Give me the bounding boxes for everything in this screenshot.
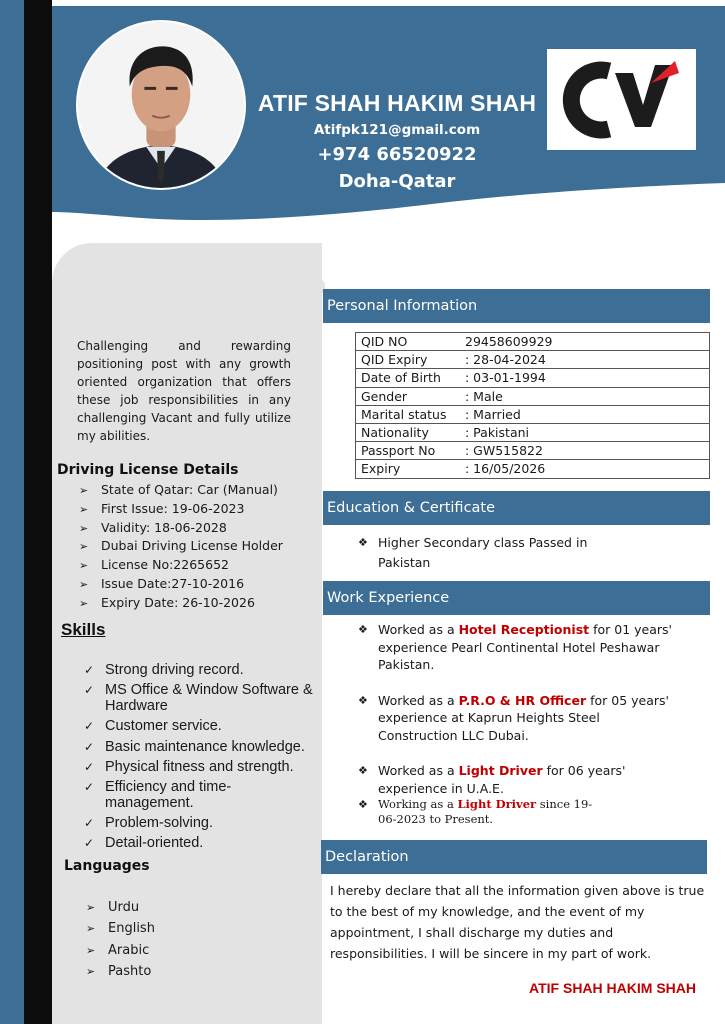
table-row: Marital status : Married: [356, 405, 710, 423]
career-objective: Challenging and rewarding positioning post with any growth oriented organization that offers these job responsibilities in any challenging Vacant and fully utilize my abilities.: [77, 339, 291, 443]
personal-info-heading: Personal Information: [323, 289, 710, 323]
email-address[interactable]: Atifpk121@gmail.com: [313, 122, 481, 138]
list-item: ❖ Higher Secondary class Passed in Pakistan: [358, 533, 618, 573]
diamond-bullet-icon: ❖: [358, 693, 368, 707]
check-icon: ✓: [84, 816, 95, 831]
check-icon: ✓: [84, 683, 95, 698]
cv-logo: [547, 49, 696, 150]
left-stripe-blue: [0, 0, 24, 1024]
left-stripe-black: [24, 0, 52, 1024]
panel-corner: [275, 243, 325, 293]
arrow-bullet-icon: ➢: [79, 521, 89, 535]
list-item: ➢ License No:2265652: [79, 556, 283, 575]
check-icon: ✓: [84, 759, 95, 774]
list-item: ➢ Dubai Driving License Holder: [79, 537, 283, 556]
declaration-text: I hereby declare that all the information given above is true to the best of my knowledge, and the event of my appointment, I shall discharge my duties and responsibilities. I will be sincere in my part of work.: [330, 883, 705, 961]
work-experience-section: [358, 621, 678, 827]
list-item: ❖ Worked as a P.R.O & HR Officer for 05 years' experience at Kaprun Heights Steel Construction LLC Dubai.: [358, 692, 669, 743]
table-row: Expiry : 16/05/2026: [356, 460, 710, 478]
arrow-bullet-icon: ➢: [86, 943, 96, 957]
diamond-bullet-icon: ❖: [358, 623, 368, 636]
list-item: ❖ Worked as a Light Driver for 06 years' experience in U.A.E.: [358, 763, 626, 796]
list-item: ✓ Efficiency and time-management.: [84, 778, 232, 811]
list-item: ➢ Expiry Date: 26-10-2026: [79, 594, 283, 613]
list-item: ➢ Pashto: [86, 961, 155, 982]
location: Doha-Qatar: [338, 171, 456, 192]
arrow-bullet-icon: ➢: [79, 484, 89, 497]
list-item: ➢ First Issue: 19-06-2023: [79, 500, 283, 519]
skills-heading: Skills: [61, 620, 106, 639]
list-item: ✓ Strong driving record.: [84, 662, 244, 678]
education-heading: Education & Certificate: [323, 491, 710, 525]
arrow-bullet-icon: ➢: [86, 901, 96, 914]
arrow-bullet-icon: ➢: [79, 540, 89, 554]
list-item: ➢ Validity: 18-06-2028: [79, 519, 283, 538]
personal-info-table: [355, 332, 710, 479]
candidate-name: ATIF SHAH HAKIM SHAH: [257, 90, 537, 116]
check-icon: ✓: [84, 663, 95, 677]
education-section: [358, 533, 618, 573]
table-row: Date of Birth : 03-01-1994: [356, 369, 710, 387]
list-item: ❖ Worked as a Hotel Receptionist for 01 years' experience Pearl Continental Hotel Peshawar Pakistan.: [358, 622, 672, 672]
list-item: ➢ Urdu: [86, 897, 155, 918]
list-item: ➢ Issue Date:27-10-2016: [79, 575, 283, 594]
languages-list: [86, 897, 155, 982]
table-row: Passport No : GW515822: [356, 442, 710, 460]
table-row: Gender : Male: [356, 387, 710, 405]
check-icon: ✓: [84, 779, 95, 794]
list-item: ➢ State of Qatar: Car (Manual): [79, 481, 283, 500]
skills-list: [84, 662, 316, 856]
arrow-bullet-icon: ➢: [79, 502, 89, 516]
list-item: ✓ Detail-oriented.: [84, 835, 204, 852]
list-item: ✓ Customer service.: [84, 718, 222, 735]
driving-license-heading: Driving License Details: [57, 462, 239, 478]
table-row: QID NO 29458609929: [356, 333, 710, 351]
work-experience-heading: Work Experience: [323, 581, 710, 615]
diamond-bullet-icon: ❖: [358, 798, 368, 811]
list-item: ➢ Arabic: [86, 940, 155, 961]
diamond-bullet-icon: ❖: [358, 764, 368, 777]
arrow-bullet-icon: ➢: [79, 577, 89, 591]
arrow-bullet-icon: ➢: [79, 559, 89, 573]
languages-heading: Languages: [64, 858, 150, 874]
driving-license-list: [79, 481, 283, 613]
table-row: Nationality : Pakistani: [356, 423, 710, 441]
table-row: QID Expiry : 28-04-2024: [356, 351, 710, 369]
phone-number[interactable]: +974 66520922: [317, 144, 477, 165]
check-icon: ✓: [84, 719, 95, 734]
check-icon: ✓: [84, 836, 95, 851]
arrow-bullet-icon: ➢: [86, 964, 96, 978]
list-item: ✓ Physical fitness and strength.: [84, 758, 294, 775]
list-item: ✓ MS Office & Window Software & Hardware: [84, 682, 313, 715]
signature-name: ATIF SHAH HAKIM SHAH: [529, 980, 696, 996]
list-item: ❖ Working as a Light Driver since 19-06-2023 to Present.: [358, 797, 593, 826]
list-item: ➢ English: [86, 918, 155, 939]
list-item: ✓ Basic maintenance knowledge.: [84, 738, 305, 755]
diamond-bullet-icon: ❖: [358, 536, 368, 549]
arrow-bullet-icon: ➢: [79, 596, 89, 610]
declaration-heading: Declaration: [321, 840, 707, 874]
profile-photo: [76, 20, 246, 190]
check-icon: ✓: [84, 739, 95, 754]
arrow-bullet-icon: ➢: [86, 922, 96, 936]
list-item: ✓ Problem-solving.: [84, 815, 213, 832]
